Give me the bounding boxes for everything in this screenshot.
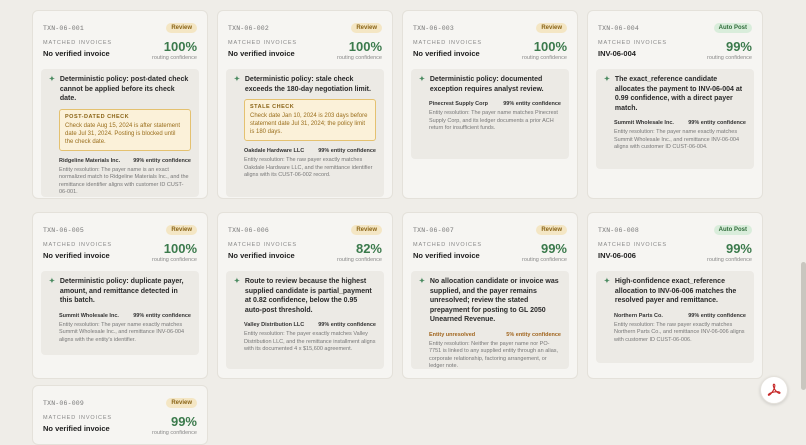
- reason-panel: [226, 69, 384, 197]
- entity-resolution-text: Entity resolution: The raw payer exactly matches Northern Parts Co., and remittance INV-06-006 aligns with customer ID CUST-06-006.: [614, 321, 745, 343]
- status-badge: Review: [536, 23, 567, 33]
- entity-confidence: 99% entity confidence: [688, 120, 746, 126]
- routing-confidence-value: 82%: [355, 241, 382, 256]
- entity-resolution-text: Entity resolution: The payer name exactly matches Summit Wholesale Inc., and remittance INV-06-004 aligns with customer ID CUST-06-004.: [614, 129, 740, 150]
- matched-invoices-label: MATCHED INVOICES: [43, 242, 112, 248]
- routing-confidence-label: routing confidence: [707, 257, 752, 263]
- routing-confidence-value: 100%: [163, 241, 197, 256]
- transaction-id: TXN-06-009: [43, 399, 85, 407]
- sparkle-icon: ✦: [604, 76, 610, 83]
- reason-panel: [41, 69, 199, 197]
- status-badge: Auto Post: [714, 23, 752, 33]
- reason-panel: [41, 271, 199, 355]
- routing-reason: No allocation candidate or invoice was supplied, and the payer remains unresolved; review the stated prepayment for posting to GL 2050 Unearned Revenue.: [429, 278, 559, 323]
- entity-name: Oakdale Hardware LLC: [244, 148, 305, 154]
- routing-reason: Deterministic policy: documented exception requires analyst review.: [429, 76, 544, 93]
- transaction-card[interactable]: [402, 10, 578, 199]
- routing-confidence-value: 99%: [725, 241, 752, 256]
- matched-invoice-value: No verified invoice: [43, 251, 110, 260]
- transaction-id: TXN-06-003: [413, 24, 455, 32]
- routing-confidence-value: 100%: [533, 39, 567, 54]
- entity-name: Valley Distribution LLC: [244, 322, 305, 328]
- entity-name: Northern Parts Co.: [614, 312, 663, 319]
- reason-panel: [411, 271, 569, 369]
- routing-reason: Deterministic policy: post-dated check cannot be applied before its check date.: [59, 76, 189, 102]
- scrollbar-thumb[interactable]: [801, 262, 806, 390]
- entity-name: Entity unresolved: [429, 331, 476, 338]
- routing-reason: Deterministic policy: duplicate payer, amount, and remittance detected in this batch.: [59, 278, 184, 304]
- status-badge: Review: [166, 23, 197, 33]
- status-badge: Review: [351, 23, 382, 33]
- matched-invoice-value: No verified invoice: [413, 49, 480, 58]
- entity-resolution-text: Entity resolution: The payer name exactly matches Summit Wholesale Inc., and remittance INV-06-004 aligns with the entity's identifier.: [59, 321, 185, 343]
- matched-invoice-value: No verified invoice: [43, 424, 110, 433]
- transaction-id: TXN-06-005: [43, 226, 85, 234]
- matched-invoices-label: MATCHED INVOICES: [413, 40, 482, 46]
- matched-invoices-label: MATCHED INVOICES: [228, 40, 297, 46]
- transaction-card[interactable]: [217, 10, 393, 199]
- entity-name: Summit Wholesale Inc.: [614, 120, 674, 126]
- entity-name: Summit Wholesale Inc.: [59, 312, 119, 319]
- entity-confidence: 99% entity confidence: [133, 312, 191, 319]
- routing-confidence-label: routing confidence: [337, 257, 382, 263]
- sparkle-icon: ✦: [234, 76, 240, 83]
- sparkle-icon: ✦: [419, 76, 425, 83]
- routing-confidence-value: 99%: [540, 241, 567, 256]
- pdf-export-button[interactable]: [760, 376, 788, 404]
- routing-confidence-label: routing confidence: [152, 55, 197, 61]
- transaction-id: TXN-06-004: [598, 24, 640, 32]
- routing-reason: High-confidence exact_reference allocation to INV-06-006 matches the resolved payer and remittance.: [614, 278, 737, 304]
- matched-invoices-label: MATCHED INVOICES: [43, 415, 112, 421]
- entity-confidence: 99% entity confidence: [503, 101, 561, 107]
- status-badge: Review: [166, 225, 197, 235]
- matched-invoices-label: MATCHED INVOICES: [598, 242, 667, 248]
- transaction-id: TXN-06-002: [228, 24, 270, 32]
- status-badge: Review: [166, 398, 197, 408]
- entity-confidence: 5% entity confidence: [506, 331, 561, 338]
- routing-confidence-value: 100%: [163, 39, 197, 54]
- routing-confidence-label: routing confidence: [522, 257, 567, 263]
- transaction-id: TXN-06-007: [413, 226, 455, 234]
- sparkle-icon: ✦: [234, 278, 240, 285]
- transaction-id: TXN-06-006: [228, 226, 270, 234]
- warning-title: POST-DATED CHECK: [65, 113, 130, 120]
- matched-invoices-label: MATCHED INVOICES: [228, 242, 297, 248]
- routing-confidence-value: 99%: [170, 414, 197, 429]
- entity-resolution-text: Entity resolution: The raw payer exactly matches Oakdale Hardware LLC, and the remittance identifier aligns with its CUST-06-002 record.: [244, 157, 373, 178]
- sparkle-icon: ✦: [604, 278, 610, 285]
- transaction-card[interactable]: [32, 10, 208, 199]
- routing-confidence-label: routing confidence: [522, 55, 567, 61]
- transaction-card[interactable]: [402, 212, 578, 379]
- matched-invoices-label: MATCHED INVOICES: [413, 242, 482, 248]
- routing-confidence-label: routing confidence: [152, 257, 197, 263]
- reason-panel: [226, 271, 384, 369]
- warning-box: [244, 99, 376, 141]
- routing-confidence-value: 99%: [725, 39, 752, 54]
- matched-invoice-value: No verified invoice: [413, 251, 480, 260]
- transaction-id: TXN-06-008: [598, 226, 640, 234]
- reason-panel: [596, 271, 754, 363]
- matched-invoice-value: No verified invoice: [228, 49, 295, 58]
- status-badge: Auto Post: [714, 225, 752, 235]
- entity-confidence: 99% entity confidence: [688, 312, 746, 319]
- sparkle-icon: ✦: [49, 278, 55, 285]
- matched-invoices-label: MATCHED INVOICES: [598, 40, 667, 46]
- matched-invoice-value: INV-06-006: [598, 251, 636, 260]
- entity-resolution-text: Entity resolution: The payer name is an exact normalized match to Ridgeline Materials Inc., and the remittance identifier aligns with customer ID CUST-06-001.: [59, 166, 189, 195]
- routing-confidence-label: routing confidence: [152, 430, 197, 436]
- reason-panel: [411, 69, 569, 159]
- entity-resolution-text: Entity resolution: Neither the payer name nor PO-7751 is linked to any supplied entity through an alias, corporate relationship, factoring arrangement, or ledger note.: [429, 340, 559, 369]
- routing-confidence-label: routing confidence: [707, 55, 752, 61]
- routing-confidence-label: routing confidence: [337, 55, 382, 61]
- routing-reason: Route to review because the highest supplied candidate is partial_payment at 0.82 confidence, below the 0.95 auto-post threshold.: [244, 278, 372, 314]
- transaction-card[interactable]: [217, 212, 393, 379]
- warning-box: [59, 109, 191, 151]
- transaction-card[interactable]: [587, 10, 763, 199]
- routing-confidence-value: 100%: [348, 39, 382, 54]
- transaction-card[interactable]: [32, 212, 208, 379]
- entity-resolution-text: Entity resolution: The payer exactly matches Valley Distribution LLC, and the remittance installment aligns with its documented 4 x $15,600 agreement.: [244, 331, 376, 352]
- sparkle-icon: ✦: [49, 76, 55, 83]
- routing-reason: The exact_reference candidate allocates the payment to INV-06-004 at 0.99 confidence, with a direct payer match.: [614, 76, 743, 112]
- transaction-id: TXN-06-001: [43, 24, 85, 32]
- entity-name: Pinecrest Supply Corp: [429, 101, 488, 107]
- warning-text: Check date Jan 10, 2024 is 203 days before statement date Jul 31, 2024; the policy limit is 180 days.: [250, 113, 368, 135]
- matched-invoice-value: No verified invoice: [43, 49, 110, 58]
- warning-text: Check date Aug 15, 2024 is after statement date Jul 31, 2024. Posting is blocked until the check date.: [65, 122, 181, 145]
- warning-title: STALE CHECK: [250, 104, 295, 110]
- entity-confidence: 99% entity confidence: [318, 148, 376, 154]
- routing-reason: Deterministic policy: stale check exceeds the 180-day negotiation limit.: [244, 76, 371, 93]
- entity-resolution-text: Entity resolution: The payer name matches Pinecrest Supply Corp, and its ledger documents a prior ACH return for insufficient funds.: [429, 110, 558, 131]
- matched-invoice-value: No verified invoice: [228, 251, 295, 260]
- sparkle-icon: ✦: [419, 278, 425, 285]
- reason-panel: [596, 69, 754, 169]
- entity-confidence: 99% entity confidence: [318, 322, 376, 328]
- entity-name: Ridgeline Materials Inc.: [59, 157, 121, 164]
- status-badge: Review: [536, 225, 567, 235]
- transaction-card[interactable]: [32, 385, 208, 445]
- entity-confidence: 99% entity confidence: [133, 157, 191, 164]
- matched-invoices-label: MATCHED INVOICES: [43, 40, 112, 46]
- status-badge: Review: [351, 225, 382, 235]
- matched-invoice-value: INV-06-004: [598, 49, 636, 58]
- pdf-icon: [766, 382, 782, 398]
- transaction-card[interactable]: [587, 212, 763, 379]
